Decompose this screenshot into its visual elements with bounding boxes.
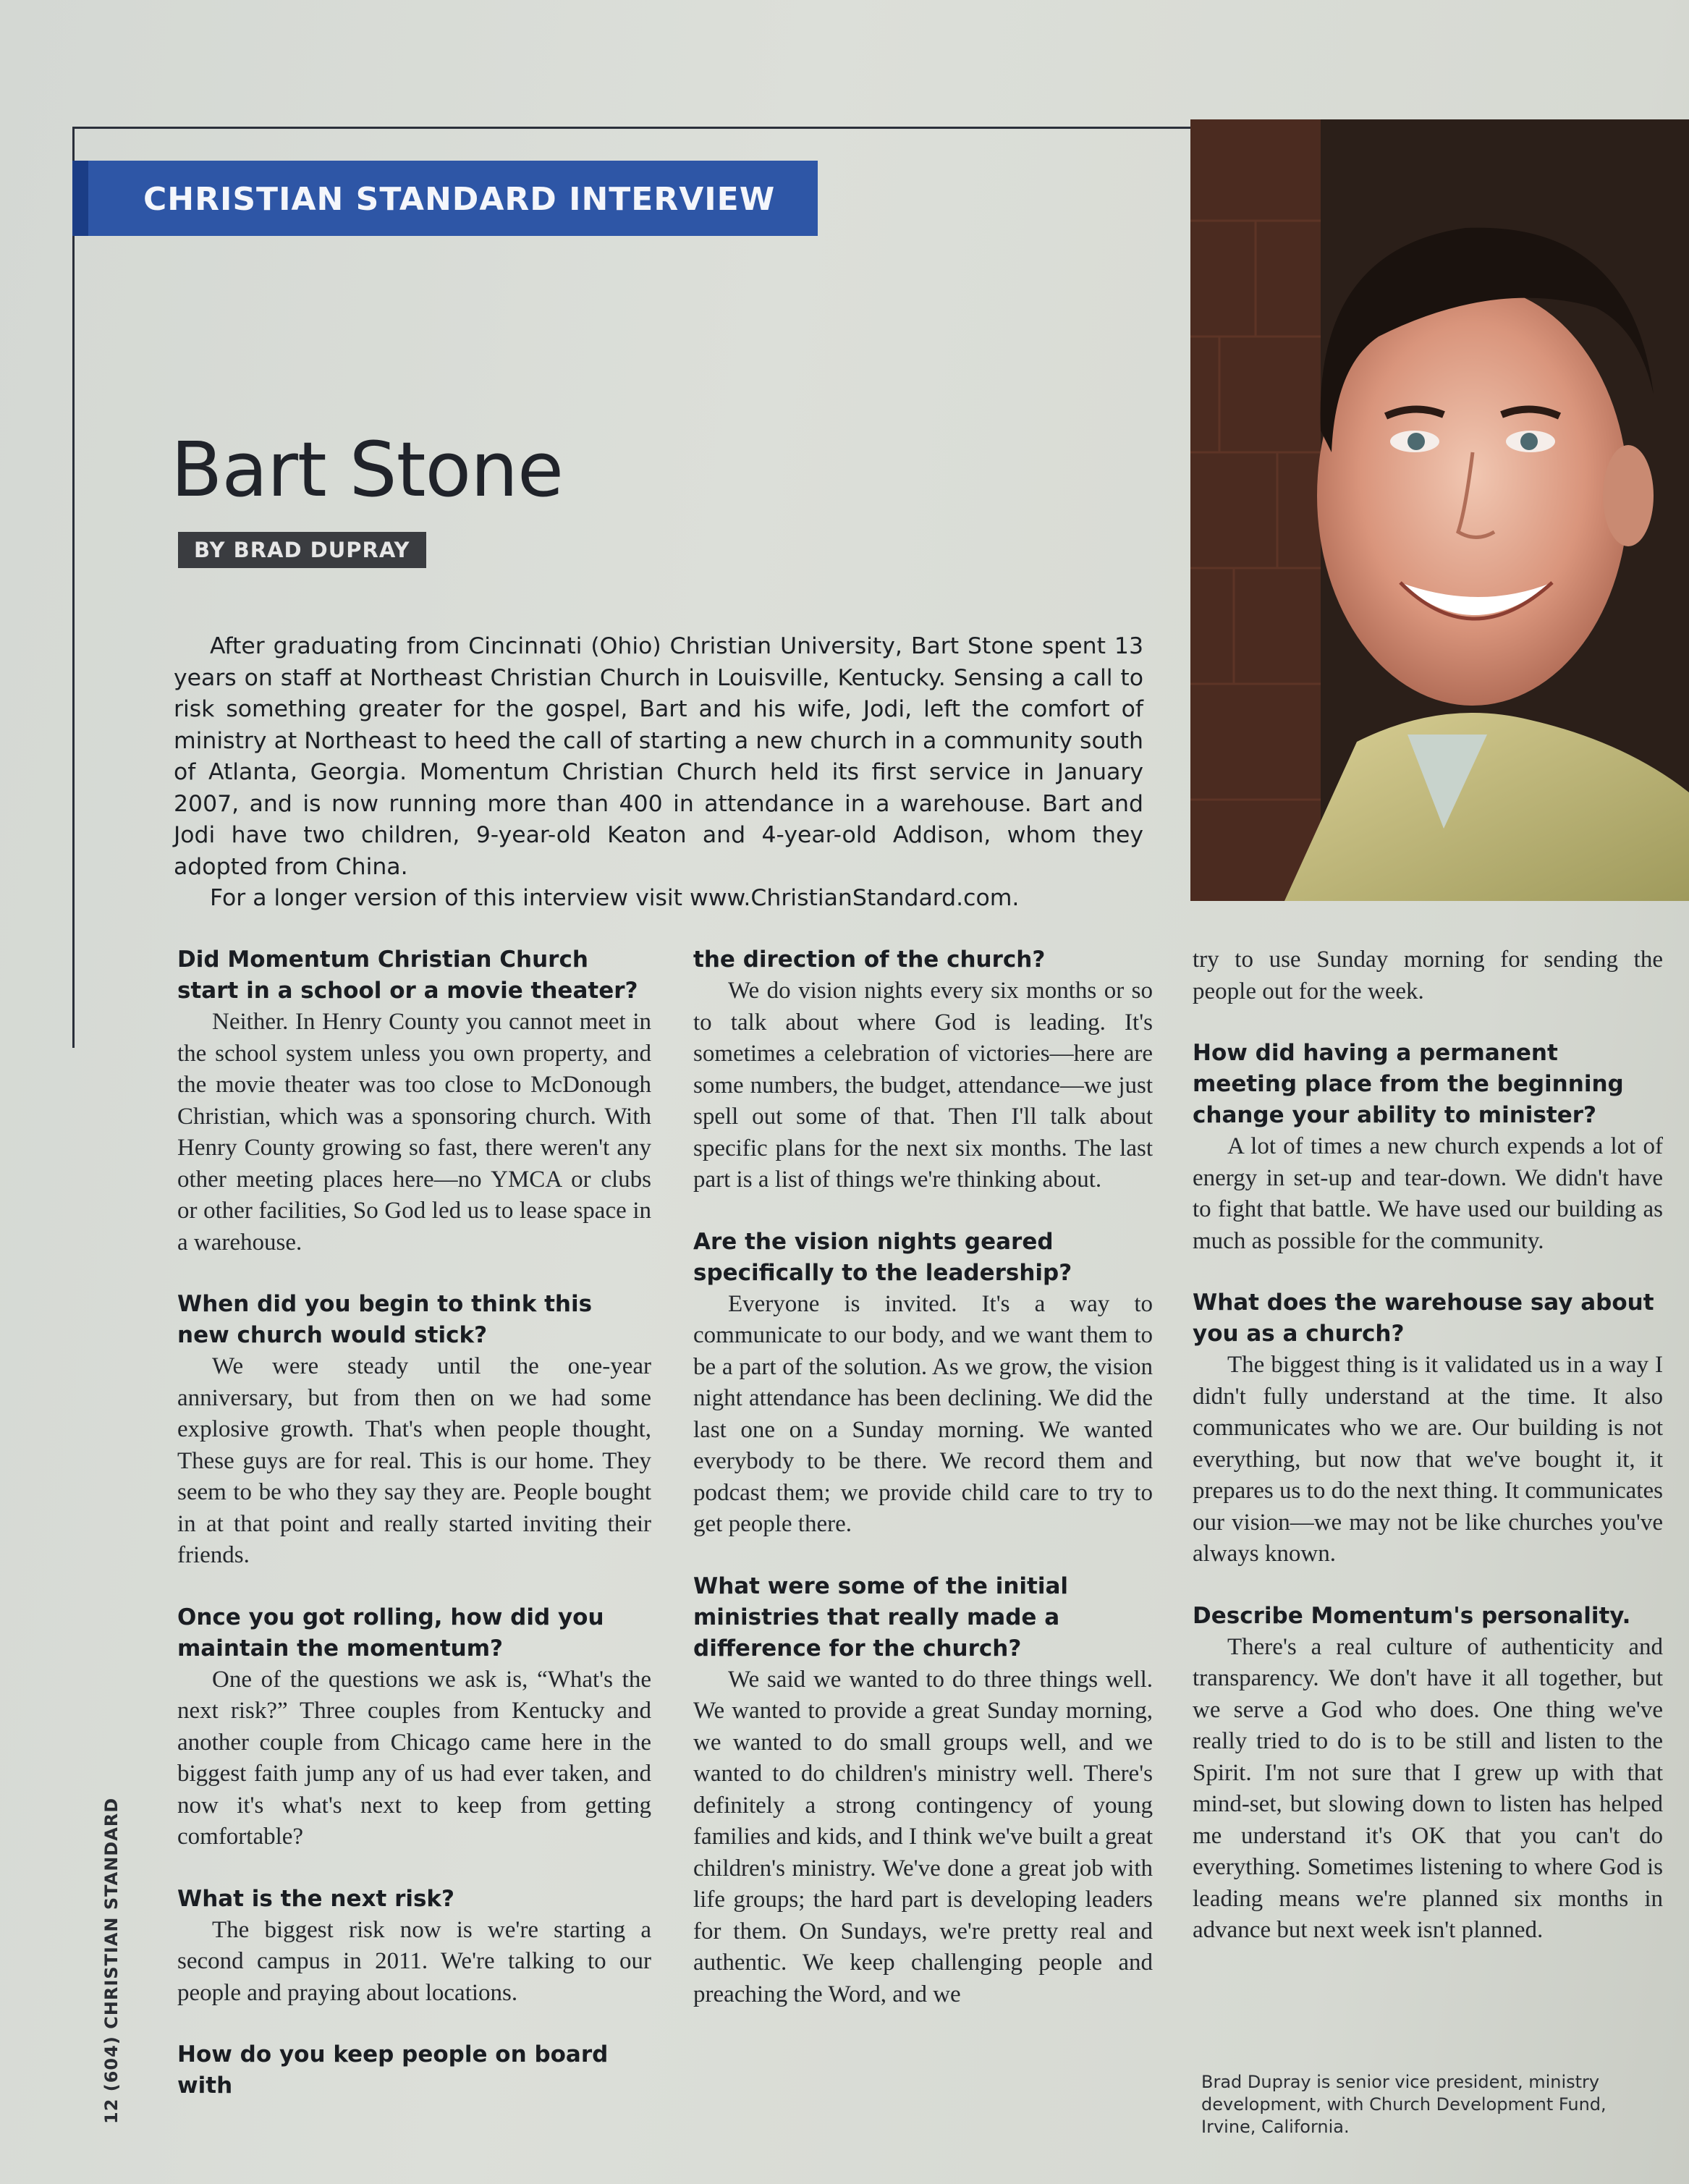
article-title: Bart Stone [171,426,563,514]
byline: BY BRAD DUPRAY [178,532,426,568]
column-1 [177,944,651,2102]
column-2 [693,944,1153,2041]
question: When did you begin to think this new church would stick? [177,1291,593,1348]
portrait-illustration [1190,119,1689,901]
column-3 [1193,944,1663,1977]
answer: Everyone is invited. It's a way to communicate to our body, and we want them to be a part of the solution. As we grow, the vision night attendance has been declining. We did the last one on a Sunday morning. We wanted everybody to be there. We record them and podcast them; we provide child care to try to get people there. [693,1290,1153,1537]
author-bio: Brad Dupray is senior vice president, ministry development, with Church Development Fund, Irvine, California. [1201,2072,1607,2137]
answer: We do vision nights every six months or so to talk about where God is leading. It's sometimes a celebration of victories—here are some numbers, the budget, attendance—we just spell out some of that. Then I'll talk about specific plans for the next six months. The last part is a list of things we're thinking about. [693,978,1153,1193]
section-banner [72,161,818,236]
answer: A lot of times a new church expends a lot of energy in set-up and tear-down. We didn't have to fight that battle. We have used our building as much as possible for the community. [1193,1133,1663,1254]
question: What does the warehouse say about you as a church? [1193,1290,1654,1347]
answer: We were steady until the one-year anniversary, but from then on we had some explosive growth. That's when people thought, These guys are for real. This is our home. They seem to be who they say they are. People bought in at that point and really started inviting their friends. [177,1353,651,1568]
question: Once you got rolling, how did you maintain the momentum? [177,1604,604,1662]
portrait-photo [1190,119,1689,901]
answer-continued: try to use Sunday morning for sending the people out for the week. [1193,947,1663,1004]
intro-link-note: For a longer version of this interview visit www.ChristianStandard.com. [210,885,1020,911]
intro-text: After graduating from Cincinnati (Ohio) Christian University, Bart Stone spent 13 years on staff at Northeast Christian Church in Louisville, Kentucky. Sensing a call to risk something greater for the gospel, Bart and his wife, Jodi, left the comfort of ministry at Northeast to heed the call of starting a new church in a community south of Atlanta, Georgia. Momentum Christian Church held its first service in January 2007, and is now running more than 400 in attendance in a warehouse. Bart and Jodi have two children, 9-year-old Keaton and 4-year-old Addison, whom they adopted from China. [174,633,1143,880]
answer: The biggest thing is it validated us in a way I didn't fully understand at the time. It also communicates who we are. Our building is not everything, but now that we've bought it, it prepares us to do the next thing. It communicates our vision—we may not be like churches you've always known. [1193,1352,1663,1567]
question: Describe Momentum's personality. [1193,1602,1631,1629]
section-banner-label: CHRISTIAN STANDARD INTERVIEW [143,181,776,218]
question: How do you keep people on board with [177,2041,609,2099]
page-folio: 12 (604) CHRISTIAN STANDARD [101,1797,122,2124]
question: What is the next risk? [177,1885,455,1912]
question: What were some of the initial ministries that really made a difference for the church? [693,1573,1069,1662]
answer: The biggest risk now is we're starting a second campus in 2011. We're talking to our people and praying about locations. [177,1916,651,2006]
question: Are the vision nights geared specifically to the leadership? [693,1228,1072,1286]
answer: There's a real culture of authenticity and transparency. We don't have it all together, but we serve a God who does. One thing we've really tried to do is to be still and listen to the Spirit. I'm not sure that I grew up with that mind-set, but slowing down to listen has helped me understand it's OK that you can't do everything. Sometimes listening to where God is leading means we're planned six months in advance but next week isn't planned. [1193,1633,1663,1943]
answer: One of the questions we ask is, “What's the next risk?” Three couples from Kentucky and another couple from Chicago came here in the biggest faith jump any of us had ever taken, and now it's what's next to keep from getting comfortable? [177,1666,651,1850]
question: Did Momentum Christian Church start in a school or a movie theater? [177,947,638,1004]
answer: We said we wanted to do three things well. We wanted to provide a great Sunday morning, we wanted to do small groups well, and we wanted to do children's ministry well. There's definitely a strong contingency of young families and kids, and I think we've built a great children's ministry. We've done a great job with life groups; the hard part is developing leaders for them. On Sundays, we're pretty real and authentic. We keep challenging people and preaching the Word, and we [693,1666,1153,2007]
answer: Neither. In Henry County you cannot meet in the school system unless you own property, and the movie theater was too close to McDonough Christian, which was a sponsoring church. With Henry County growing so fast, there weren't any other meeting places here—no YMCA or clubs or other facilities, So God led us to lease space in a warehouse. [177,1009,651,1256]
intro-paragraph [174,631,1143,915]
question: the direction of the church? [693,947,1046,973]
question: How did having a permanent meeting place from the beginning change your ability to minister? [1193,1040,1624,1128]
